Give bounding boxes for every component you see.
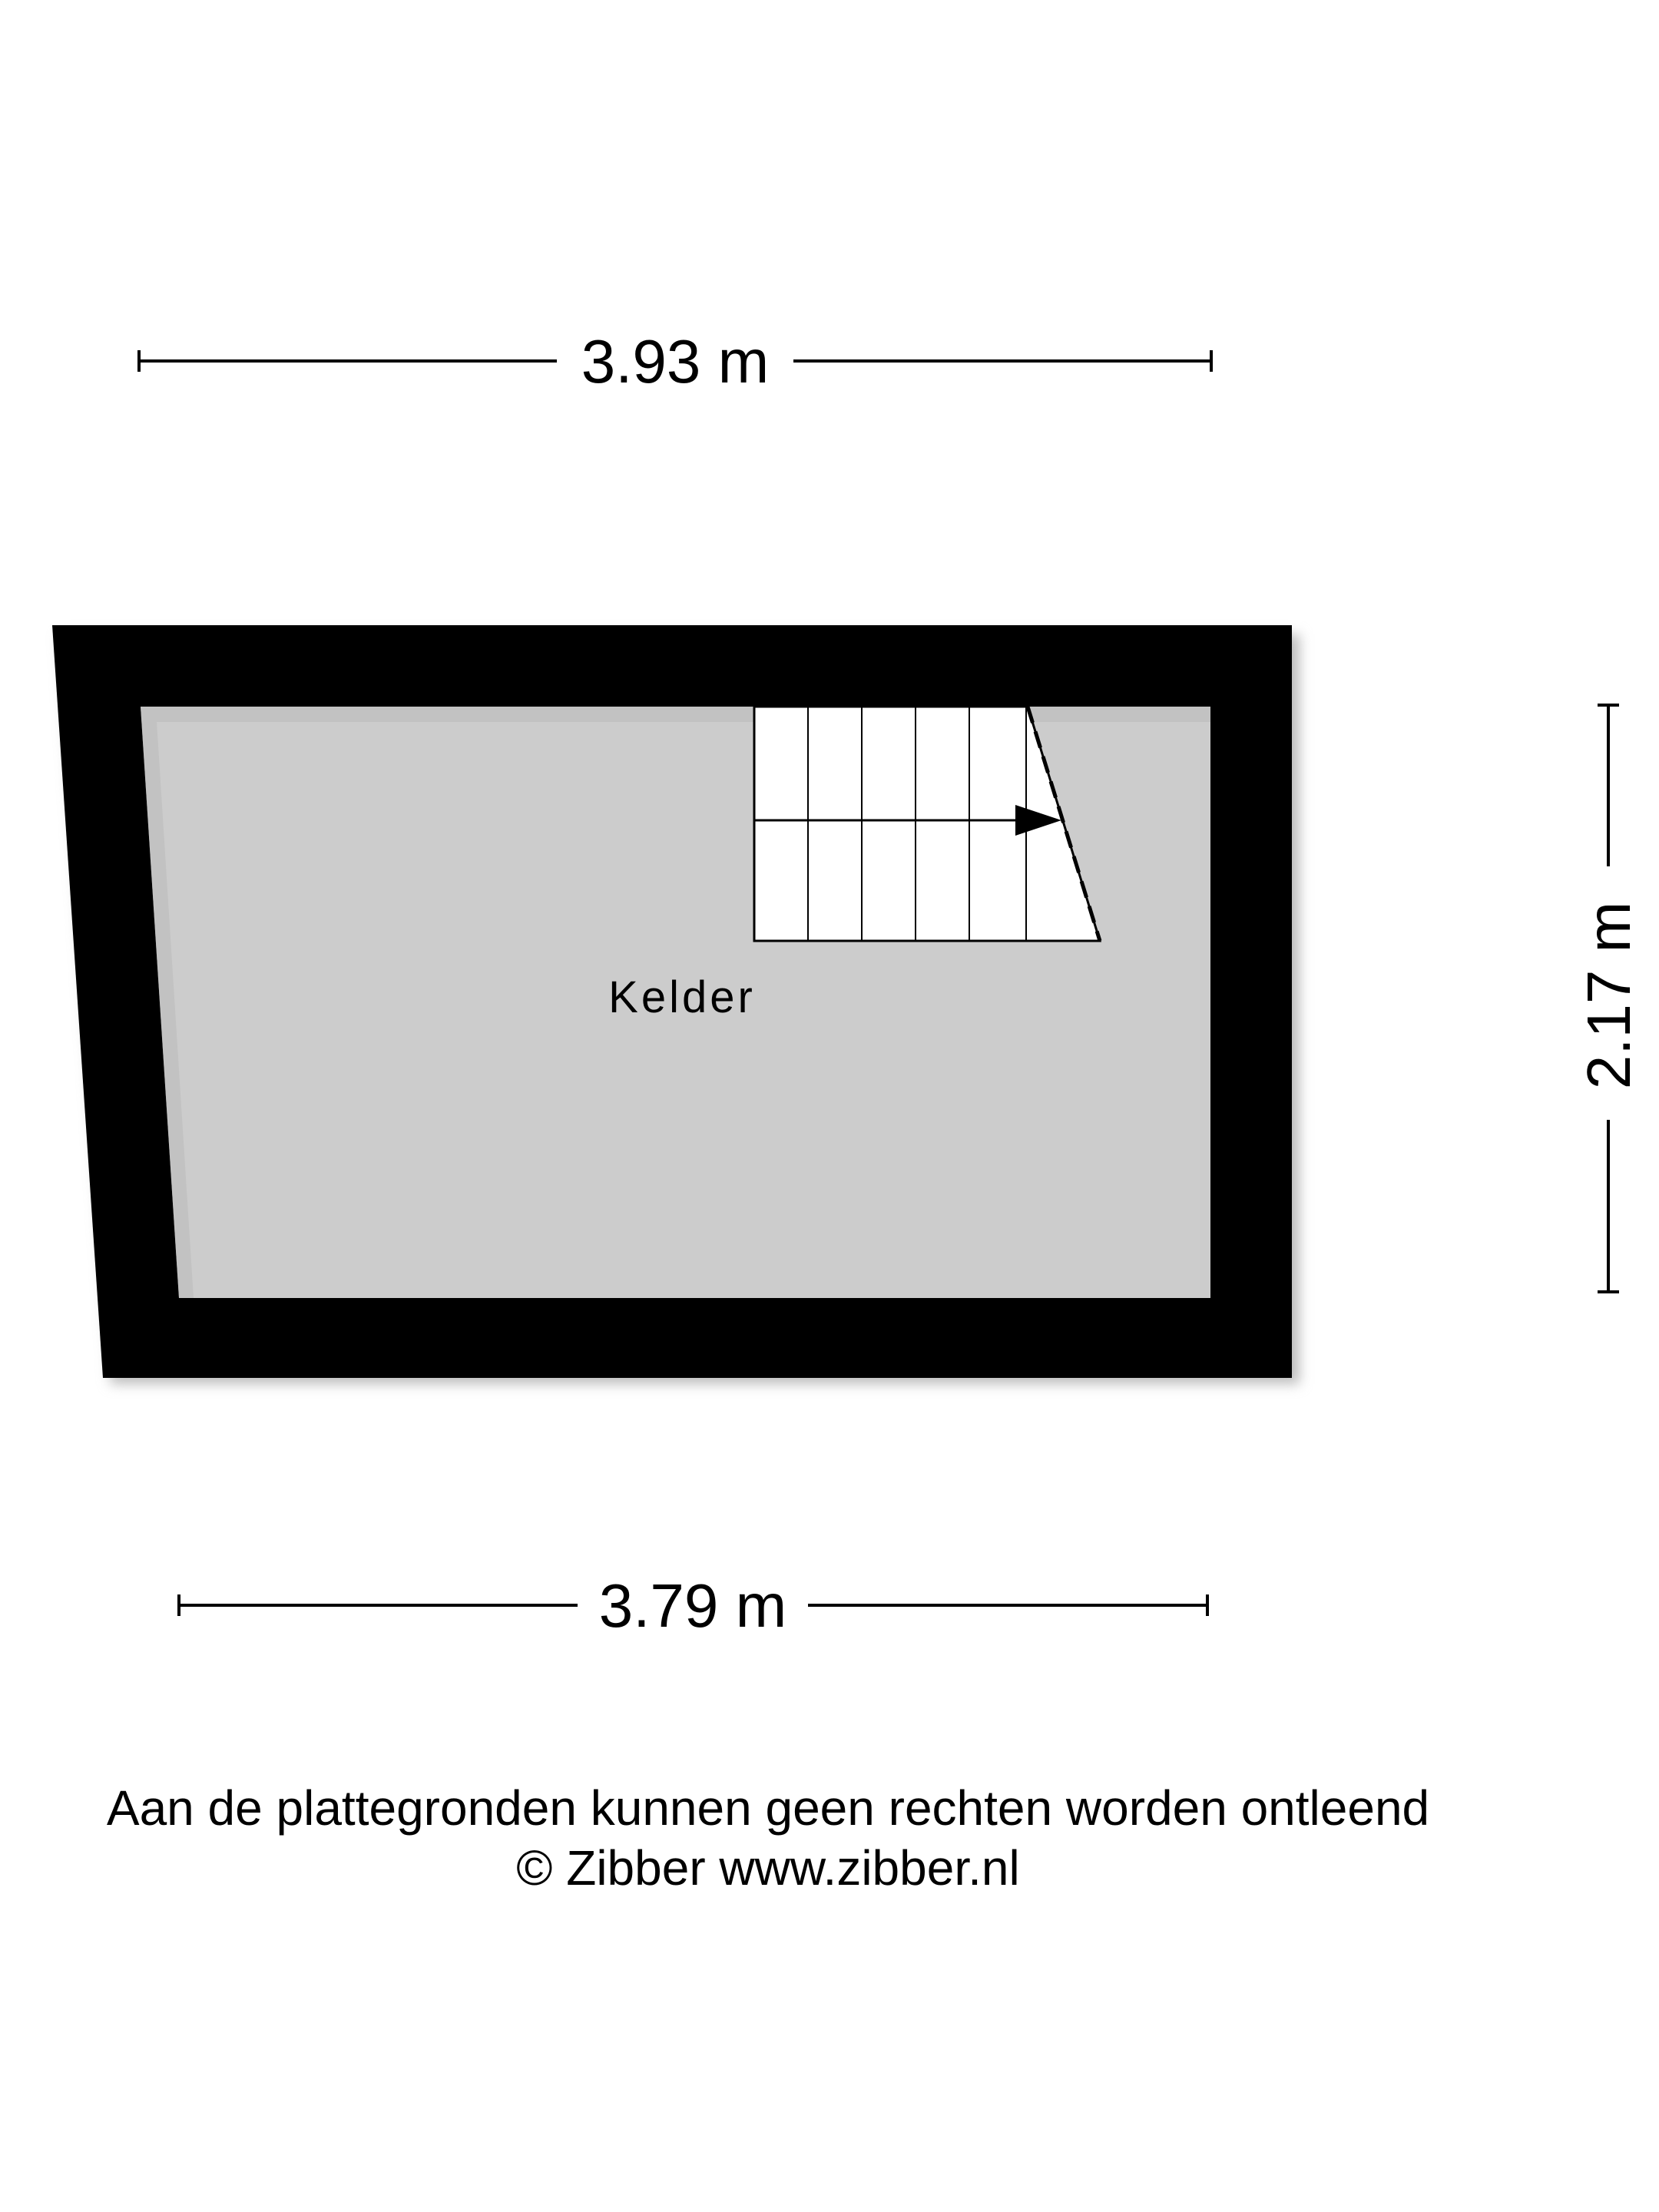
dimension-right: [1575, 705, 1643, 1292]
dimension-right-label: 2.17 m: [1575, 901, 1643, 1090]
copyright-text: © Zibber www.zibber.nl: [516, 1840, 1020, 1896]
dimension-bottom-label: 3.79 m: [598, 1571, 787, 1640]
dimension-top-label: 3.93 m: [581, 327, 770, 396]
dimension-top: [139, 327, 1211, 396]
room-label: Kelder: [608, 972, 756, 1022]
dimension-bottom: [179, 1571, 1207, 1640]
disclaimer-text: Aan de plattegronden kunnen geen rechten worden ontleend: [106, 1780, 1430, 1836]
